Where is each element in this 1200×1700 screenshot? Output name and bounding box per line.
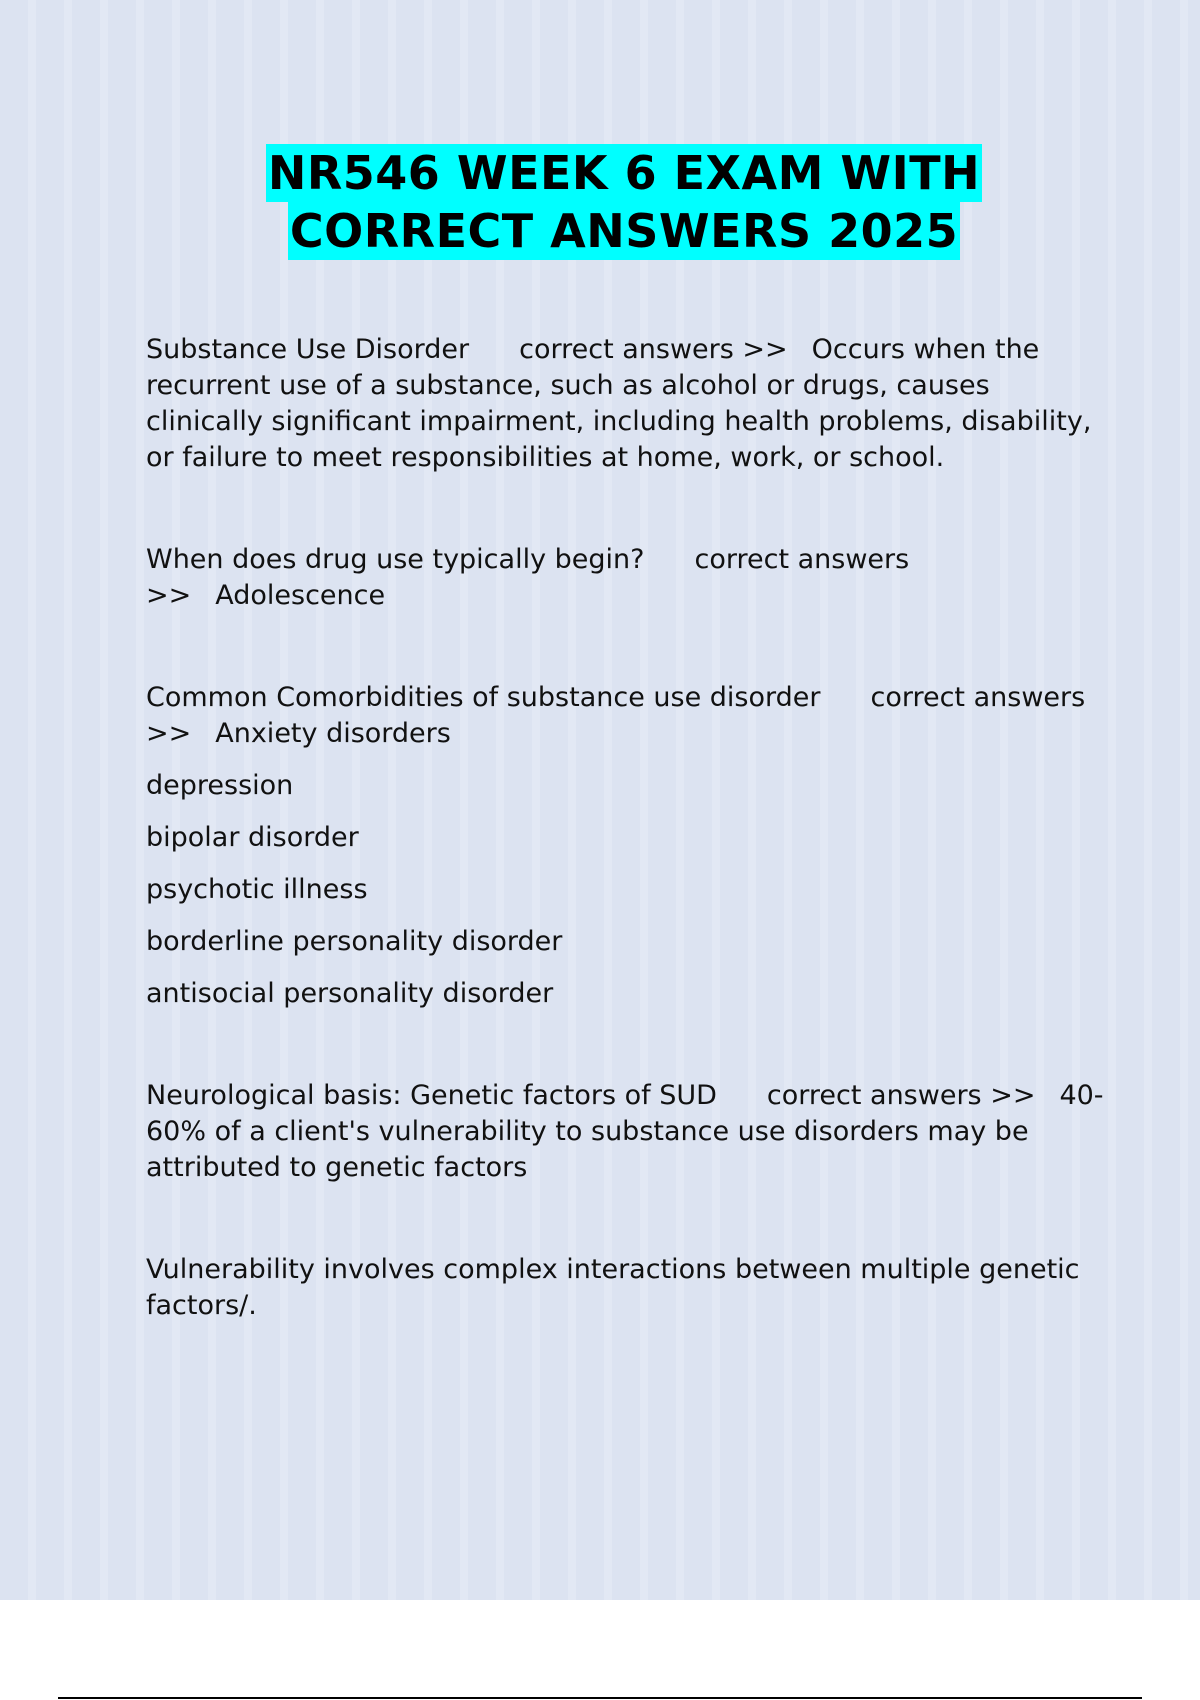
qa-item <box>146 332 1106 476</box>
note-paragraph: Vulnerability involves complex interactions between multiple genetic factors/. <box>146 1254 1080 1321</box>
list-item: antisocial personality disorder <box>146 978 554 1009</box>
document-body <box>146 332 1106 1324</box>
list-item: psychotic illness <box>146 874 368 905</box>
title-line-2: CORRECT ANSWERS 2025 <box>289 204 959 258</box>
qa-item <box>146 680 1106 1012</box>
answer-label: correct answers >> <box>519 334 788 365</box>
answer-text: 40-60% of a client's vulnerability to substance use disorders may be attributed to genetic factors <box>146 1080 1104 1183</box>
answer-label: correct answers >> <box>146 544 910 611</box>
answer-text: Adolescence <box>215 580 386 611</box>
question-text: Substance Use Disorder <box>146 334 470 365</box>
title-line-1: NR546 WEEK 6 EXAM WITH <box>267 146 981 200</box>
list-item: bipolar disorder <box>146 822 359 853</box>
qa-item <box>146 1078 1106 1186</box>
document-title <box>0 144 1200 260</box>
list-item: borderline personality disorder <box>146 926 563 957</box>
question-text: When does drug use typically begin? <box>146 544 645 575</box>
question-text: Common Comorbidities of substance use disorder <box>146 682 821 713</box>
qa-item <box>146 542 1106 614</box>
answer-label: correct answers >> <box>766 1080 1036 1111</box>
answer-text: Anxiety disorders <box>215 718 451 749</box>
answer-label: correct answers >> <box>146 682 1086 749</box>
question-text: Neurological basis: Genetic factors of SUD <box>146 1080 717 1111</box>
list-item: depression <box>146 770 294 801</box>
answer-text: Occurs when the recurrent use of a substance, such as alcohol or drugs, causes clinically significant impairment, including health problems, disability, or failure to meet responsibilities at home, work, or school. <box>146 334 1092 473</box>
footer-divider <box>58 1697 1142 1699</box>
